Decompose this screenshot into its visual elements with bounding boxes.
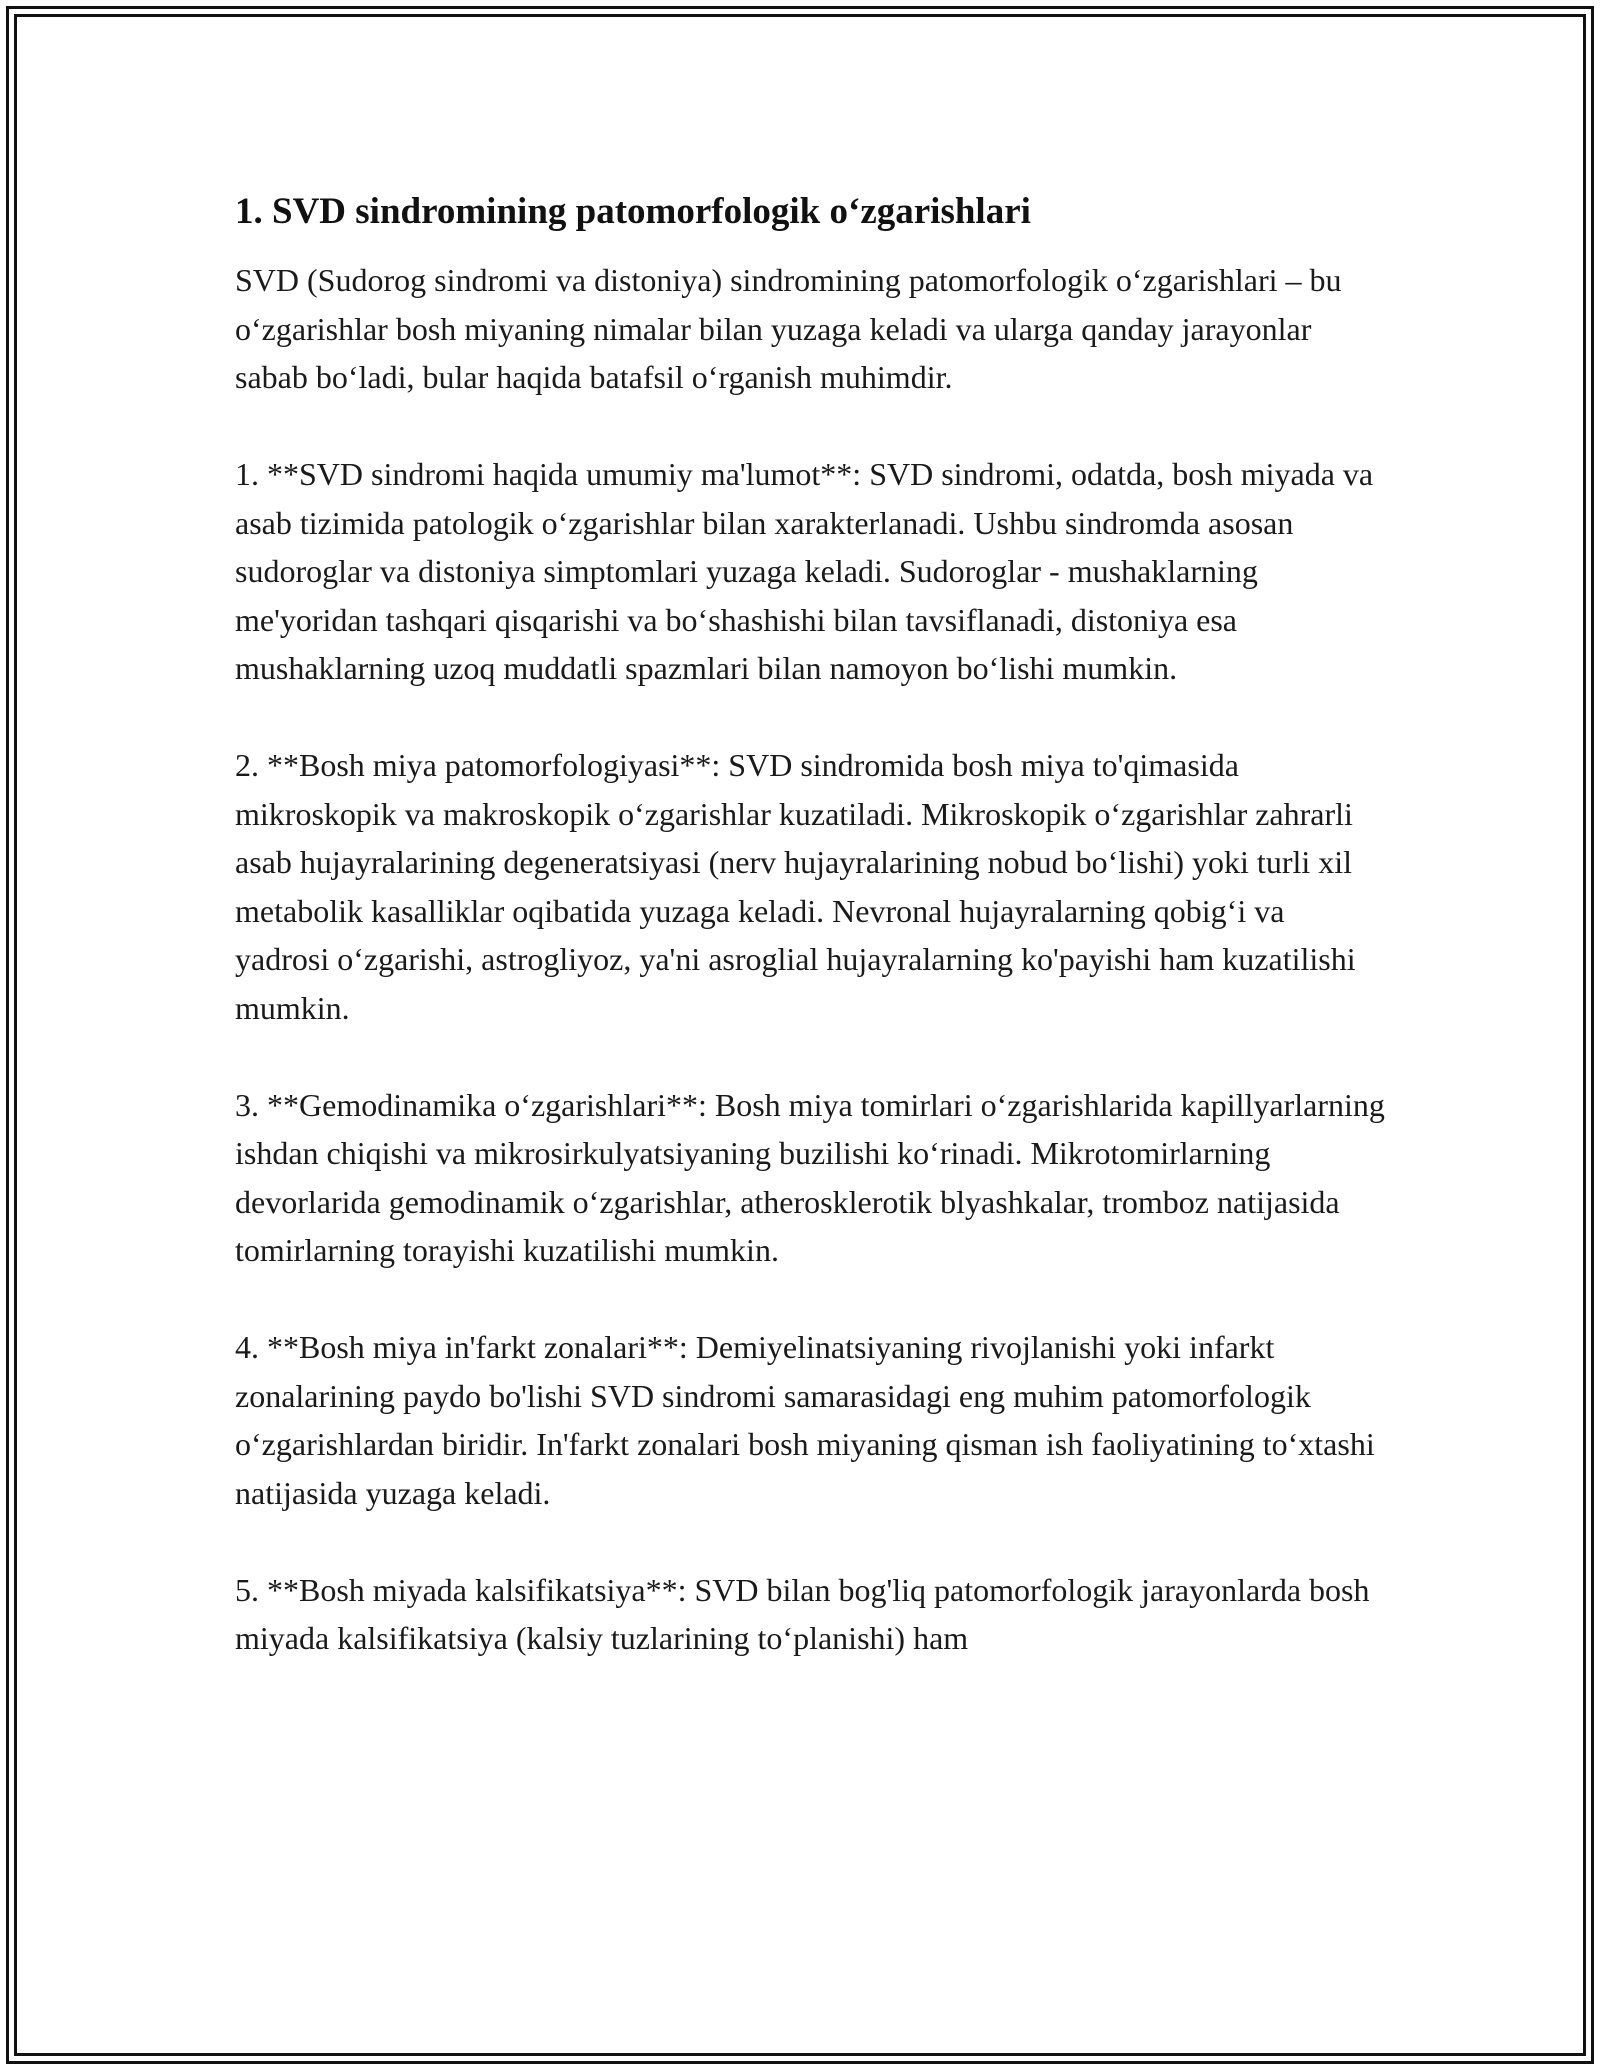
document-title: 1. SVD sindromining patomorfologik o‘zgarishlari [235,191,1031,232]
paragraph-intro: SVD (Sudorog sindromi va distoniya) sindromining patomorfologik o‘zgarishlari – bu o‘zgarishlar bosh miyaning nimalar bilan yuzaga keladi va ularga qanday jarayonlar sabab bo‘ladi, bular haqida batafsil o‘rganish muhimdir. [235,262,1342,395]
paragraph-4-infarct-zones: 4. **Bosh miya in'farkt zonalari**: Demiyelinatsiyaning rivojlanishi yoki infarkt zonalarining paydo bo'lishi SVD sindromi samarasidagi eng muhim patomorfologik o‘zgarishlardan biridir. In'farkt zonalari bosh miyaning qisman ish faoliyatining to‘xtashi natijasida yuzaga keladi. [235,1329,1375,1511]
paragraph-2-brain-pathomorphology: 2. **Bosh miya patomorfologiyasi**: SVD sindromida bosh miya to'qimasida mikroskopik va makroskopik o‘zgarishlar kuzatiladi. Mikroskopik o‘zgarishlar zahrarli asab hujayralarining degeneratsiyasi (nerv hujayralarining nobud bo‘lishi) yoki turli xil metabolik kasalliklar oqibatida yuzaga keladi. Nevronal hujayralarning qobig‘i va yadrosi o‘zgarishi, astrogliyoz, ya'ni asroglial hujayralarning ko'payishi ham kuzatilishi mumkin. [235,747,1356,1026]
paragraph-1-general-info: 1. **SVD sindromi haqida umumiy ma'lumot**: SVD sindromi, odatda, bosh miyada va asab tizimida patologik o‘zgarishlar bilan xarakterlanadi. Ushbu sindromda asosan sudoroglar va distoniya simptomlari yuzaga keladi. Sudoroglar - mushaklarning me'yoridan tashqari qisqarishi va bo‘shashishi bilan tavsiflanadi, distoniya esa mushaklarning uzoq muddatli spazmlari bilan namoyon bo‘lishi mumkin. [235,456,1374,686]
paragraph-3-hemodynamics: 3. **Gemodinamika o‘zgarishlari**: Bosh miya tomirlari o‘zgarishlarida kapillyarlarning ishdan chiqishi va mikrosirkulyatsiyaning buzilishi ko‘rinadi. Mikrotomirlarning devorlarida gemodinamik o‘zgarishlar, atherosklerotik blyashkalar, tromboz natijasida tomirlarning torayishi kuzatilishi mumkin. [235,1086,1385,1268]
paragraph-5-calcification: 5. **Bosh miyada kalsifikatsiya**: SVD bilan bog'liq patomorfologik jarayonlarda bosh miyada kalsifikatsiya (kalsiy tuzlarining to‘planishi) ham [235,1571,1370,1656]
document-body [235,188,1385,1711]
